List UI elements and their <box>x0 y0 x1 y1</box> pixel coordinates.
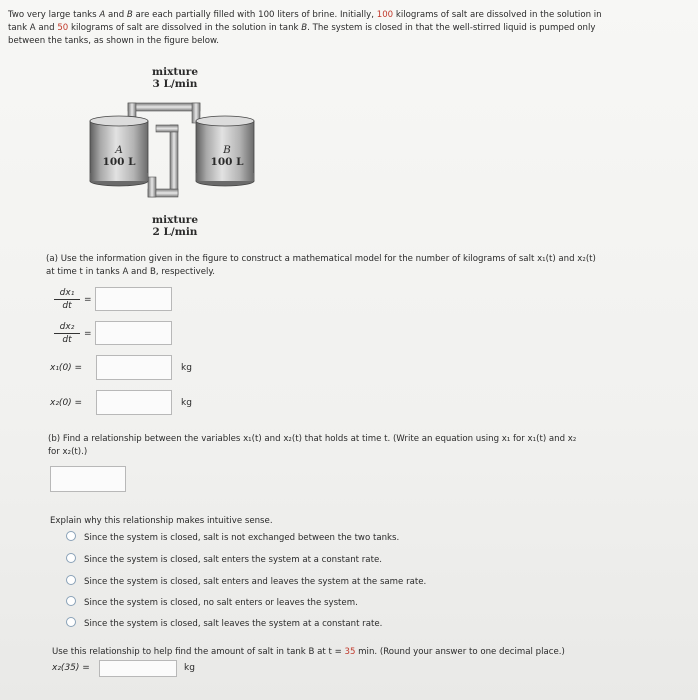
option-5-radio[interactable] <box>66 617 76 627</box>
x1-initial-input[interactable] <box>96 355 172 380</box>
intro-line-1: Two very large tanks A and B are each partially filled with 100 liters of brine. Initially, 100 kilograms of salt are dissolved in the solution in <box>8 10 602 20</box>
option-5[interactable]: Since the system is closed, salt leaves the system at a constant rate. <box>66 617 382 629</box>
option-2-radio[interactable] <box>66 553 76 563</box>
explain-prompt: Explain why this relationship makes intuitive sense. <box>50 516 273 526</box>
option-3-radio[interactable] <box>66 575 76 585</box>
salt-a-value: 100 <box>376 10 394 20</box>
part-a-prompt: (a) Use the information given in the figure to construct a mathematical model for the number of kilograms of salt x₁(t) and x₂(t) at time t in tanks A and B, respectively. <box>46 254 596 277</box>
option-2[interactable]: Since the system is closed, salt enters the system at a constant rate. <box>66 553 382 565</box>
dx1-equals: = <box>84 295 92 305</box>
option-4[interactable]: Since the system is closed, no salt enters or leaves the system. <box>66 596 358 608</box>
dx2-equals: = <box>84 329 92 339</box>
tank-b-question: Use this relationship to help find the amount of salt in tank B at t = 35 min. (Round your answer to one decimal place.) <box>52 647 565 657</box>
tank-b-label: B 100 L <box>210 144 244 168</box>
x2-initial-input[interactable] <box>96 390 172 415</box>
x2-initial-label: x₂(0) = <box>50 398 83 408</box>
dx2-dt-fraction: $\frac{\text{dx₂}}{dt}$ <box>54 322 80 345</box>
bottom-flow-label: mixture 2 L/min <box>151 214 199 238</box>
relationship-input[interactable] <box>50 466 126 492</box>
top-flow-label: mixture 3 L/min <box>151 66 199 90</box>
problem-intro <box>8 9 693 48</box>
part-b-prompt: (b) Find a relationship between the variables x₁(t) and x₂(t) that holds at time t. (Write an equation using x₁ for x₁(t) and x₂ for x₂(t).) <box>48 434 577 457</box>
x1-initial-unit: kg <box>181 363 192 373</box>
option-4-radio[interactable] <box>66 596 76 606</box>
x2-initial-unit: kg <box>181 398 192 408</box>
x2-35-input[interactable] <box>99 660 177 677</box>
option-1-radio[interactable] <box>66 531 76 541</box>
bottom-pipe <box>148 125 178 197</box>
x2-35-label: x₂(35) = <box>52 663 90 673</box>
dx2-dt-input[interactable] <box>95 321 172 345</box>
intro-line-2: tank A and 50 kilograms of salt are dissolved in the solution in tank B. The system is closed in that the well-stirred liquid is pumped only <box>8 23 596 33</box>
option-1[interactable]: Since the system is closed, salt is not exchanged between the two tanks. <box>66 531 399 543</box>
time-value: 35 <box>344 647 356 657</box>
intro-line-3: between the tanks, as shown in the figure below. <box>8 36 220 46</box>
dx1-dt-fraction: $\frac{\text{dx₁}}{dt}$ <box>54 288 80 311</box>
x2-35-unit: kg <box>184 663 195 673</box>
dx1-dt-input[interactable] <box>95 287 172 311</box>
option-3[interactable]: Since the system is closed, salt enters and leaves the system at the same rate. <box>66 575 426 587</box>
tank-a-label: A 100 L <box>102 144 136 168</box>
salt-b-value: 50 <box>57 23 69 33</box>
x1-initial-label: x₁(0) = <box>50 363 83 373</box>
